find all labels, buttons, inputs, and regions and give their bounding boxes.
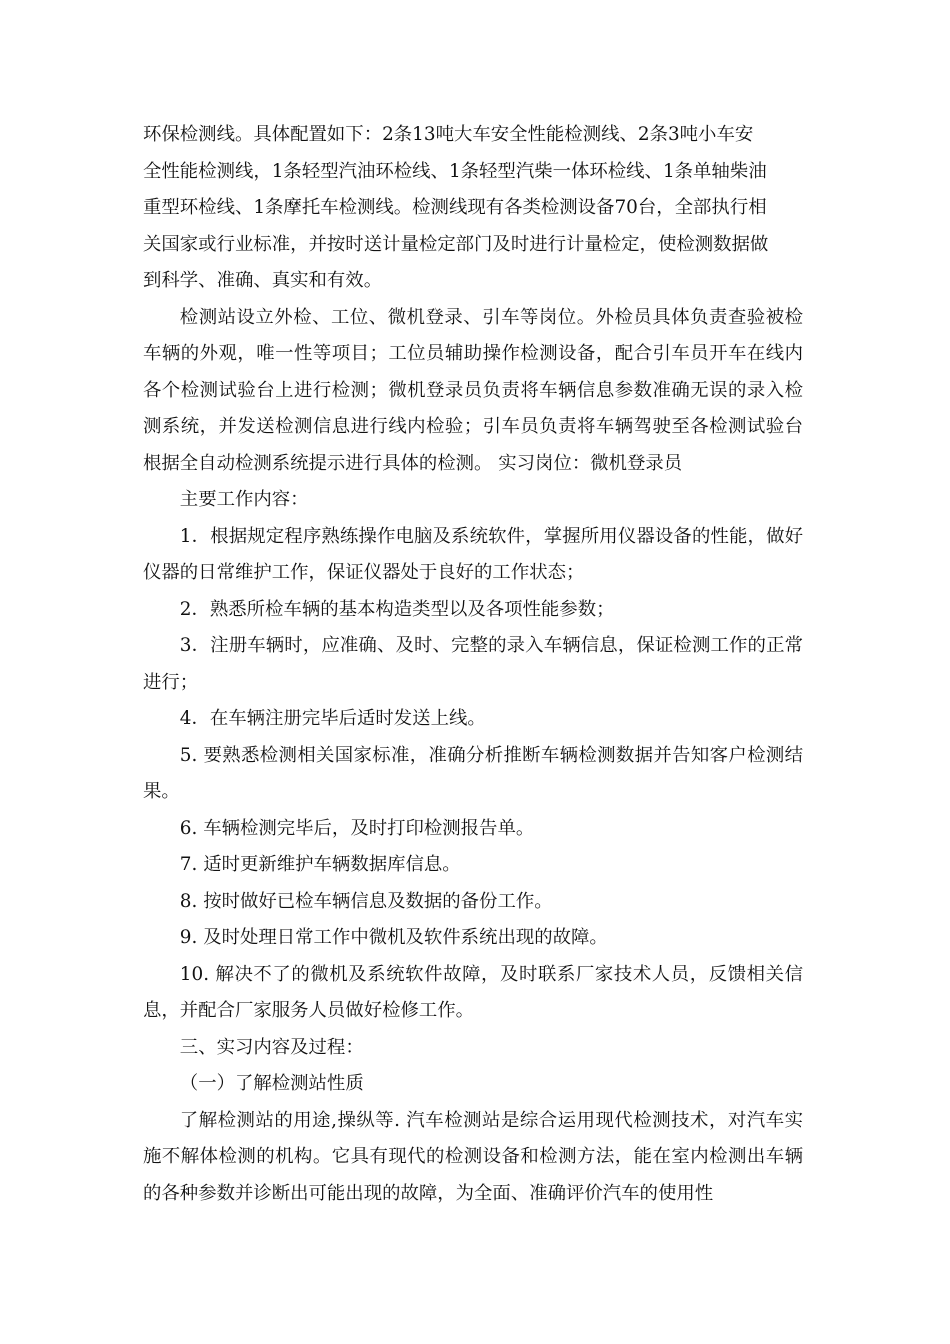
duty-item: 1．根据规定程序熟练操作电脑及系统软件，掌握所用仪器设备的性能，做好仪器的日常维护工作，保证仪器处于良好的工作状态； (143, 525, 803, 583)
text-line: 重型环检线、1条摩托车检测线。检测线现有各类检测设备70台，全部执行相 (143, 197, 767, 218)
subsection-heading: （一）了解检测站性质 (179, 1073, 364, 1094)
document-page (143, 117, 803, 1212)
duty-item: 8. 按时做好已检车辆信息及数据的备份工作。 (179, 890, 553, 912)
text-line: 环保检测线。具体配置如下：2条13吨大车安全性能检测线、2条3吨小车安 (143, 124, 754, 145)
text-line: 全性能检测线，1条轻型汽油环检线、1条轻型汽柴一体环检线、1条单轴柴油 (143, 160, 767, 182)
duty-item: 5. 要熟悉检测相关国家标准，准确分析推断车辆检测数据并告知客户检测结果。 (143, 744, 803, 802)
duty-item: 4．在车辆注册完毕后适时发送上线。 (179, 708, 486, 729)
stations-paragraph: 检测站设立外检、工位、微机登录、引车等岗位。外检员具体负责查验被检车辆的外观，唯一性等项目；工位员辅助操作检测设备，配合引车员开车在线内各个检测试验台上进行检测；微机登录员负责将车辆信息参数准确无误的录入检测系统，并发送检测信息进行线内检验；引车员负责将车辆驾驶至各检测试验台根据全自动检测系统提示进行具体的检测。 实习岗位：微机登录员 (143, 306, 803, 474)
intro-paragraph (143, 117, 803, 300)
main-work-heading: 主要工作内容： (179, 489, 309, 510)
duty-item: 2．熟悉所检车辆的基本构造类型以及各项性能参数； (179, 598, 615, 620)
duty-item: 10. 解决不了的微机及系统软件故障，及时联系厂家技术人员，反馈相关信息，并配合厂家服务人员做好检修工作。 (143, 963, 803, 1021)
duty-item: 3．注册车辆时，应准确、及时、完整的录入车辆信息，保证检测工作的正常进行； (143, 635, 803, 693)
text-line: 关国家或行业标准，并按时送计量检定部门及时进行计量检定，使检测数据做 (143, 233, 769, 255)
duty-item: 6. 车辆检测完毕后，及时打印检测报告单。 (179, 817, 535, 839)
text-line: 到科学、准确、真实和有效。 (143, 270, 383, 291)
duty-item: 9. 及时处理日常工作中微机及软件系统出现的故障。 (179, 927, 608, 948)
duty-item: 7. 适时更新维护车辆数据库信息。 (179, 854, 461, 875)
body-paragraph: 了解检测站的用途,操纵等. 汽车检测站是综合运用现代检测技术，对汽车实施不解体检测的机构。它具有现代的检测设备和检测方法，能在室内检测出车辆的各种参数并诊断出可能出现的故障，为全面、准确评价汽车的使用性 (143, 1109, 803, 1204)
section-heading: 三、实习内容及过程： (179, 1036, 364, 1058)
